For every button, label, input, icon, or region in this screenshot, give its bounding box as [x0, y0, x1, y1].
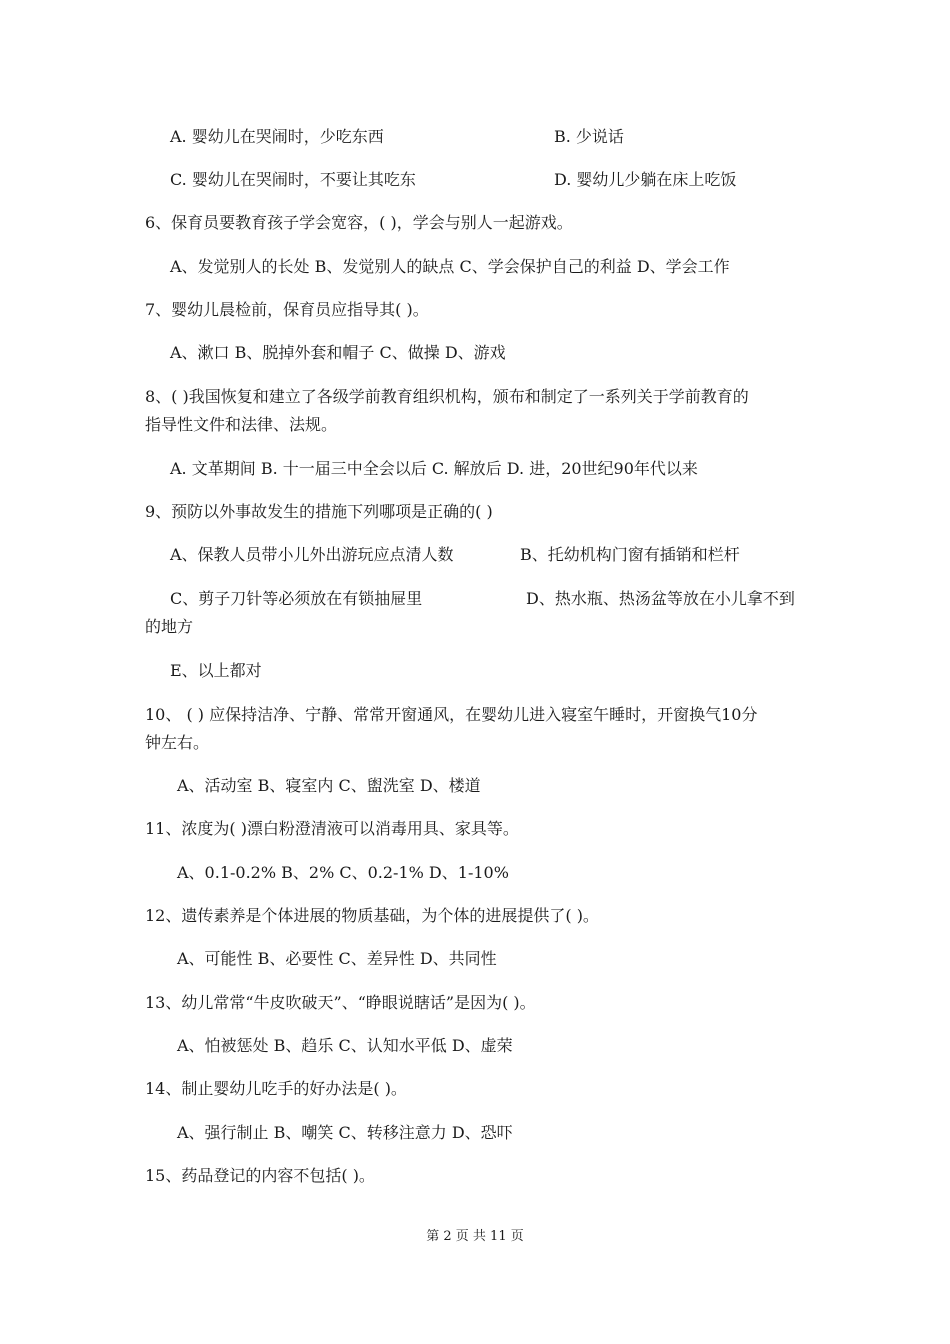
- q9-option-b: B、托幼机构门窗有插销和栏杆: [520, 545, 740, 564]
- q13-options: A、怕被惩处 B、趋乐 C、认知水平低 D、虚荣: [177, 1036, 513, 1055]
- q14-options: A、强行制止 B、嘲笑 C、转移注意力 D、恐吓: [177, 1123, 513, 1142]
- q11-stem: 11、浓度为( )漂白粉澄清液可以消毒用具、家具等。: [145, 819, 519, 838]
- q8-options: A. 文革期间 B. 十一届三中全会以后 C. 解放后 D. 进，20世纪90年代以来: [170, 459, 698, 478]
- q12-stem: 12、遗传素养是个体进展的物质基础，为个体的进展提供了( )。: [145, 906, 599, 925]
- q5-option-c: C. 婴幼儿在哭闹时，不要让其吃东: [170, 170, 416, 189]
- q10-stem-line1: 10、 ( ) 应保持洁净、宁静、常常开窗通风，在婴幼儿进入寝室午睡时，开窗换气10分: [145, 705, 758, 724]
- q9-option-d-continued: 的地方: [145, 617, 194, 636]
- q14-stem: 14、制止婴幼儿吃手的好办法是( )。: [145, 1079, 407, 1098]
- page-footer: 第 2 页 共 11 页: [426, 1229, 524, 1244]
- q10-stem-line2: 钟左右。: [145, 733, 210, 752]
- q7-stem: 7、婴幼儿晨检前，保育员应指导其( )。: [145, 300, 429, 319]
- q8-stem-line1: 8、( )我国恢复和建立了各级学前教育组织机构，颁布和制定了一系列关于学前教育的: [145, 387, 749, 406]
- q9-option-d: D、热水瓶、热汤盆等放在小儿拿不到: [526, 589, 795, 608]
- q9-option-c: C、剪子刀针等必须放在有锁抽屉里: [170, 589, 423, 608]
- q6-stem: 6、保育员要教育孩子学会宽容，( )，学会与别人一起游戏。: [145, 213, 573, 232]
- q9-option-e: E、以上都对: [170, 661, 262, 680]
- q8-stem-line2: 指导性文件和法律、法规。: [145, 415, 338, 434]
- q6-options: A、发觉别人的长处 B、发觉别人的缺点 C、学会保护自己的利益 D、学会工作: [170, 257, 730, 276]
- q9-option-a: A、保教人员带小儿外出游玩应点清人数: [170, 545, 454, 564]
- q7-options: A、漱口 B、脱掉外套和帽子 C、做操 D、游戏: [170, 343, 506, 362]
- q13-stem: 13、幼儿常常“牛皮吹破天”、“睁眼说瞎话”是因为( )。: [145, 993, 536, 1012]
- q5-option-d: D. 婴幼儿少躺在床上吃饭: [554, 170, 737, 189]
- q15-stem: 15、药品登记的内容不包括( )。: [145, 1166, 375, 1185]
- q12-options: A、可能性 B、必要性 C、差异性 D、共同性: [177, 949, 497, 968]
- q5-option-b: B. 少说话: [554, 127, 624, 146]
- q5-option-a: A. 婴幼儿在哭闹时，少吃东西: [170, 127, 384, 146]
- q11-options: A、0.1-0.2% B、2% C、0.2-1% D、1-10%: [177, 863, 509, 882]
- q9-stem: 9、预防以外事故发生的措施下列哪项是正确的( ): [145, 502, 493, 521]
- q10-options: A、活动室 B、寝室内 C、盥洗室 D、楼道: [177, 776, 481, 795]
